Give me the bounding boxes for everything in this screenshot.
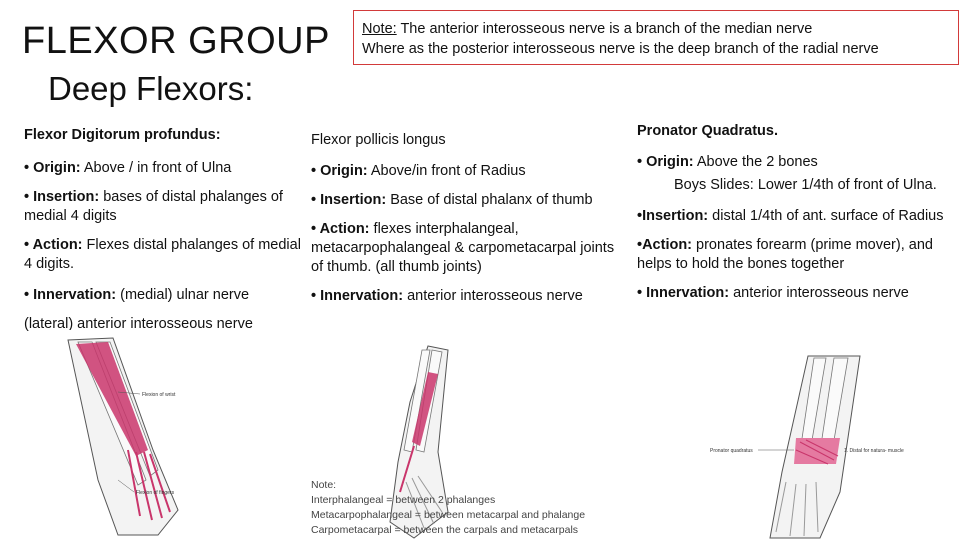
bottom-note	[311, 478, 585, 538]
fpl-origin-label: • Origin:	[311, 163, 368, 179]
bottom-note-label: Note:	[311, 479, 337, 491]
note-line-2: Where as the posterior interosseous nerve is the deep branch of the radial nerve	[362, 41, 879, 57]
pq-origin-label: • Origin:	[637, 154, 694, 170]
pq-origin	[637, 153, 955, 172]
fdp-action-text: Flexes distal phalanges of medial 4 digits.	[24, 237, 301, 272]
pq-origin-text: Above the 2 bones	[693, 154, 818, 170]
fdp-action-label: • Action:	[24, 237, 83, 253]
fdp-origin-label: • Origin:	[24, 160, 81, 176]
fdp-insertion	[24, 188, 304, 226]
bottom-note-line-2: Metacarpophalangeal = between metacarpal and phalange	[311, 509, 586, 521]
fpl-innervation	[311, 287, 623, 306]
fpl-insertion	[311, 191, 623, 210]
pq-innervation-label: • Innervation:	[637, 285, 730, 301]
fpl-action-text: flexes interphalangeal, metacarpophalangeal & carpometacarpal joints of thumb. (all thumb joints)	[311, 221, 615, 275]
pq-label-pq: Pronator quadratus	[710, 448, 753, 454]
bottom-note-line-3: Carpometacarpal = between the carpals and metacarpals	[311, 524, 579, 536]
pq-insertion-label: •Insertion:	[637, 208, 709, 224]
fdp-innervation-label: • Innervation:	[24, 287, 117, 303]
pq-action-label: •Action:	[637, 237, 693, 253]
pq-innervation	[637, 284, 955, 303]
bottom-note-line-1: Interphalangeal = between 2 phalanges	[311, 494, 496, 506]
fdp-innervation-text: (medial) ulnar nerve	[116, 287, 250, 303]
fdp-origin-text: Above / in front of Ulna	[80, 160, 232, 176]
pq-insertion-text: distal 1/4th of ant. surface of Radius	[708, 208, 944, 224]
note-box	[353, 10, 959, 65]
fpl-insertion-label: • Insertion:	[311, 192, 387, 208]
pq-action-text: pronates forearm (prime mover), and helps to hold the bones together	[637, 237, 933, 272]
note-line-1	[362, 19, 950, 39]
fdp-label-fingers: Flexion of fingers	[136, 490, 175, 496]
pq-heading: Pronator Quadratus.	[637, 123, 778, 139]
fdp-section	[24, 126, 304, 334]
fdp-innervation	[24, 286, 304, 305]
pq-insertion	[637, 207, 955, 226]
page-title: FLEXOR GROUP	[22, 20, 330, 62]
fpl-action	[311, 220, 623, 277]
fdp-illustration	[58, 330, 218, 540]
fpl-origin-text: Above/in front of Radius	[367, 163, 526, 179]
pq-label-distal: 1. Distal for natura- muscle	[844, 448, 904, 454]
fdp-insertion-label: • Insertion:	[24, 189, 100, 205]
fpl-section	[311, 131, 623, 306]
note-label: Note:	[362, 21, 397, 37]
pq-section	[637, 122, 955, 303]
fdp-heading: Flexor Digitorum profundus:	[24, 127, 221, 143]
fdp-origin	[24, 159, 304, 178]
pq-origin-extra: Boys Slides: Lower 1/4th of front of Ulna.	[674, 177, 937, 193]
fdp-action	[24, 236, 304, 274]
fdp-label-wrist: Flexion of wrist	[142, 392, 176, 398]
fpl-heading: Flexor pollicis longus	[311, 132, 446, 148]
note-text-1: The anterior interosseous nerve is a branch of the median nerve	[396, 21, 813, 37]
fpl-innervation-text: anterior interosseous nerve	[403, 288, 583, 304]
fdp-insertion-text: bases of distal phalanges of medial 4 digits	[24, 189, 283, 224]
page-subtitle: Deep Flexors:	[48, 70, 254, 107]
fpl-action-label: • Action:	[311, 221, 370, 237]
fpl-insertion-text: Base of distal phalanx of thumb	[386, 192, 593, 208]
pq-innervation-text: anterior interosseous nerve	[729, 285, 909, 301]
pq-action	[637, 236, 955, 274]
pq-illustration	[710, 352, 904, 540]
fpl-innervation-label: • Innervation:	[311, 288, 404, 304]
fpl-origin	[311, 162, 623, 181]
fdp-innervation-2: (lateral) anterior interosseous nerve	[24, 316, 253, 332]
